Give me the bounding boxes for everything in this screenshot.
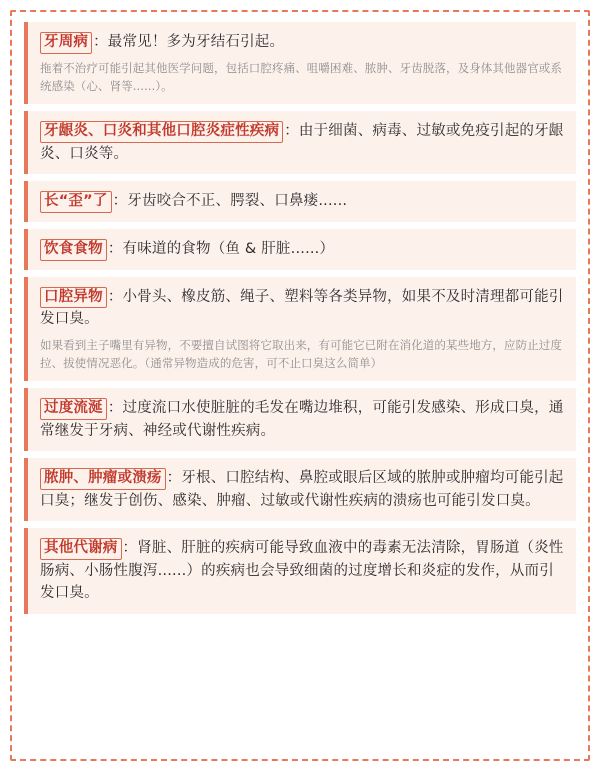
item-text: ：肾脏、肝脏的疾病可能导致血液中的毒素无法清除，胃肠道（炎性肠病、小肠性腹泻......）的疾病也会导致细菌的过度增长和炎症的发作，从而引发口臭。 <box>40 540 564 602</box>
item-tag: 其他代谢病 <box>40 538 122 560</box>
list-item <box>24 528 576 614</box>
item-list <box>24 22 576 614</box>
list-item <box>24 111 576 174</box>
dashed-border-frame <box>10 10 590 761</box>
list-item <box>24 458 576 521</box>
list-item <box>24 277 576 382</box>
item-line <box>40 467 566 512</box>
item-text: ：牙齿咬合不正、腭裂、口鼻瘘...... <box>112 193 348 210</box>
item-line <box>40 120 566 165</box>
item-tag: 脓肿、肿瘤或溃疡 <box>40 468 166 490</box>
list-item <box>24 388 576 451</box>
list-item <box>24 22 576 104</box>
item-tag: 饮食食物 <box>40 239 107 261</box>
item-tag: 长“歪”了 <box>40 191 112 213</box>
item-line <box>40 537 566 605</box>
item-line <box>40 238 566 261</box>
list-item <box>24 229 576 270</box>
item-note: 如果看到主子嘴里有异物，不要擅自试图将它取出来，有可能它已附在消化道的某些地方，应防止过度拉、拔使情况恶化。（通常异物造成的危害，可不止口臭这么简单） <box>40 337 562 370</box>
item-line <box>40 397 566 442</box>
item-line <box>40 190 566 213</box>
item-tag: 牙周病 <box>40 32 92 54</box>
item-tag: 牙龈炎、口炎和其他口腔炎症性疾病 <box>40 121 283 143</box>
item-text: ：过度流口水使脏脏的毛发在嘴边堆积，可能引发感染、形成口臭，通常继发于牙病、神经或代谢性疾病。 <box>40 400 564 439</box>
item-line <box>40 286 566 331</box>
item-line <box>40 31 566 54</box>
item-text: ：有味道的食物（鱼 & 肝脏......） <box>107 240 335 257</box>
item-tag: 过度流涎 <box>40 398 107 420</box>
item-text: ：牙根、口腔结构、鼻腔或眼后区域的脓肿或肿瘤均可能引起口臭；继发于创伤、感染、肿瘤、过敏或代谢性疾病的溃疡也可能引发口臭。 <box>40 470 564 509</box>
item-text: ：小骨头、橡皮筋、绳子、塑料等各类异物，如果不及时清理都可能引发口臭。 <box>40 288 564 328</box>
item-text: ：最常见！多为牙结石引起。 <box>93 34 285 50</box>
item-tag: 口腔异物 <box>40 287 107 309</box>
item-note: 拖着不治疗可能引起其他医学问题，包括口腔疼痛、咀嚼困难、脓肿、牙齿脱落，及身体其他器官或系统感染（心、肾等......）。 <box>40 60 562 93</box>
item-text: ：由于细菌、病毒、过敏或免疫引起的牙龈炎、口炎等。 <box>40 123 564 162</box>
list-item <box>24 181 576 222</box>
